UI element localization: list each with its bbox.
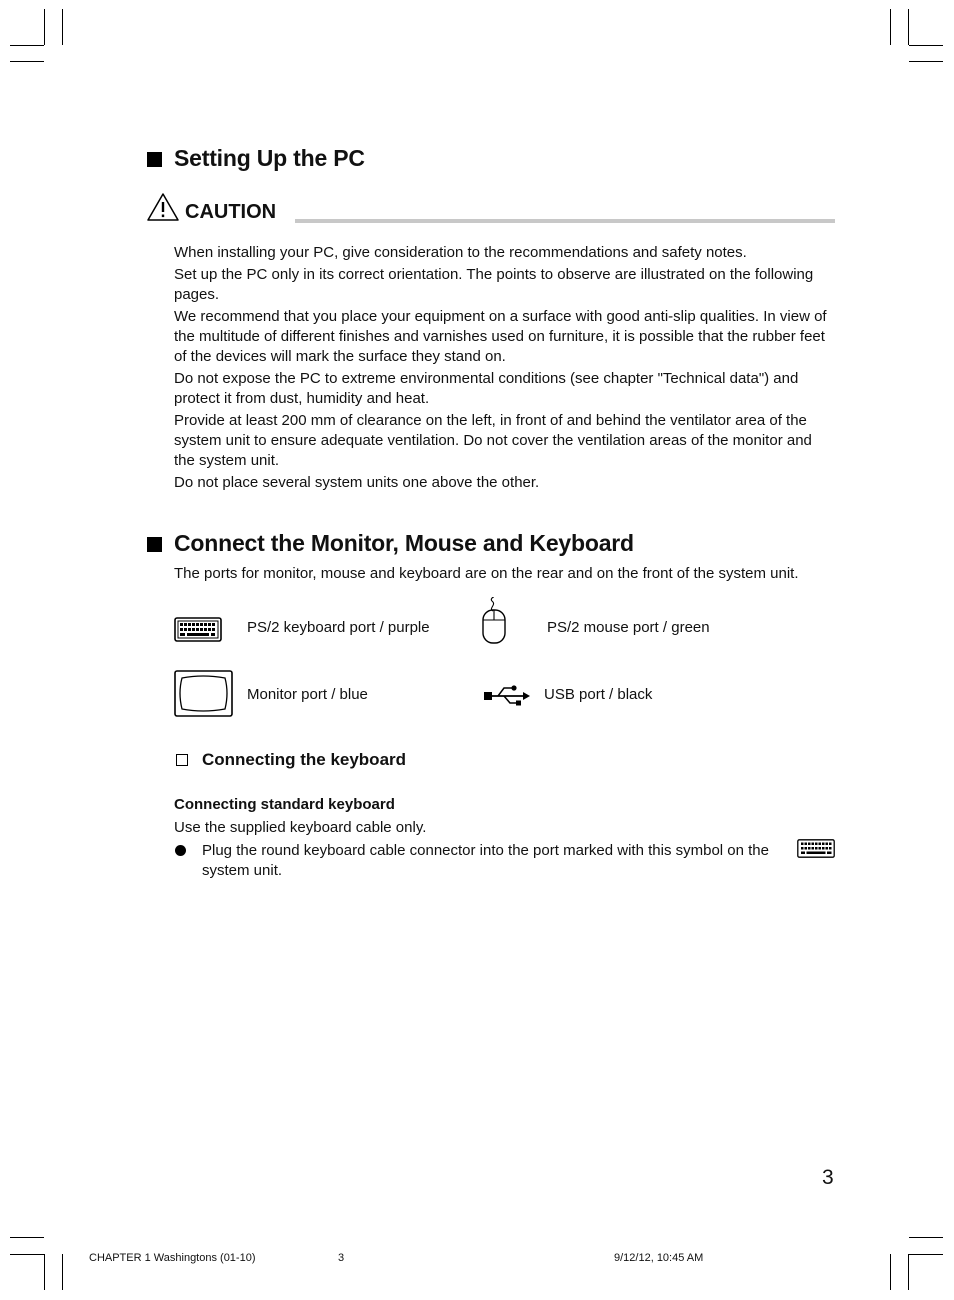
caution-label: CAUTION [185, 201, 277, 223]
caution-paragraph: Do not place several system units one above the other. [174, 474, 540, 491]
caution-divider [295, 219, 835, 223]
caution-paragraph: When installing your PC, give consideration to the recommendations and safety notes. [174, 244, 747, 261]
page-number: 3 [822, 1166, 834, 1189]
bullet-text-line1: Plug the round keyboard cable connector into the port marked with this symbol on the [202, 842, 769, 859]
section-title-setup: Setting Up the PC [174, 145, 365, 171]
footer-chapter: CHAPTER 1 Washingtons (01-10) [89, 1252, 256, 1264]
crop-mark [10, 1254, 44, 1255]
heading-bullet [147, 152, 162, 167]
monitor-port-label: Monitor port / blue [247, 686, 368, 703]
checkbox-bullet [176, 754, 188, 766]
warning-triangle-icon [146, 192, 180, 222]
crop-mark [890, 1254, 891, 1290]
keyboard-icon [174, 617, 222, 642]
crop-mark [44, 9, 45, 45]
heading-bullet [147, 537, 162, 552]
footer-timestamp: 9/12/12, 10:45 AM [614, 1252, 704, 1264]
caution-paragraph: Set up the PC only in its correct orientation. The points to observe are illustrated on the following pages. [174, 266, 814, 303]
mouse-icon [480, 597, 508, 646]
crop-mark [44, 1254, 45, 1290]
crop-mark [909, 1237, 943, 1238]
keyboard-section-heading: Connecting the keyboard [202, 750, 407, 769]
caution-paragraph: Do not expose the PC to extreme environmental conditions (see chapter "Technical data") and protect it from dust, humidity and heat. [174, 370, 799, 407]
crop-mark [909, 61, 943, 62]
bullet-text-line2: system unit. [202, 862, 283, 879]
mouse-port-label: PS/2 mouse port / green [547, 619, 710, 636]
usb-port-label: USB port / black [544, 686, 653, 703]
usb-icon [483, 684, 531, 708]
list-bullet [175, 845, 186, 856]
monitor-icon [174, 670, 234, 718]
caution-paragraph: We recommend that you place your equipment on a surface with good anti-slip qualities. In view of the multitude of different finishes and varnishes used on furniture, it is possible that the rubber feet of the devices will mark the surface they stand on. [174, 308, 827, 365]
section-title-connect: Connect the Monitor, Mouse and Keyboard [174, 530, 634, 556]
caution-paragraph: Provide at least 200 mm of clearance on the left, in front of and behind the ventilator area of the system unit to ensure adequate ventilation. Do not cover the ventilation areas of the monitor and the system unit. [174, 412, 812, 469]
crop-mark [909, 1254, 943, 1255]
keyboard-note: Use the supplied keyboard cable only. [174, 819, 427, 836]
crop-mark [909, 45, 943, 46]
crop-mark [908, 9, 909, 45]
crop-mark [10, 61, 44, 62]
connect-intro: The ports for monitor, mouse and keyboard are on the rear and on the front of the system unit. [174, 565, 799, 582]
crop-mark [10, 1237, 44, 1238]
crop-mark [10, 45, 44, 46]
crop-mark [62, 1254, 63, 1290]
keyboard-icon [797, 839, 835, 858]
footer-page: 3 [338, 1252, 345, 1264]
keyboard-subheading: Connecting standard keyboard [174, 796, 395, 813]
crop-mark [908, 1254, 909, 1290]
crop-mark [62, 9, 63, 45]
crop-mark [890, 9, 891, 45]
keyboard-port-label: PS/2 keyboard port / purple [247, 619, 430, 636]
caution-text [174, 243, 836, 495]
